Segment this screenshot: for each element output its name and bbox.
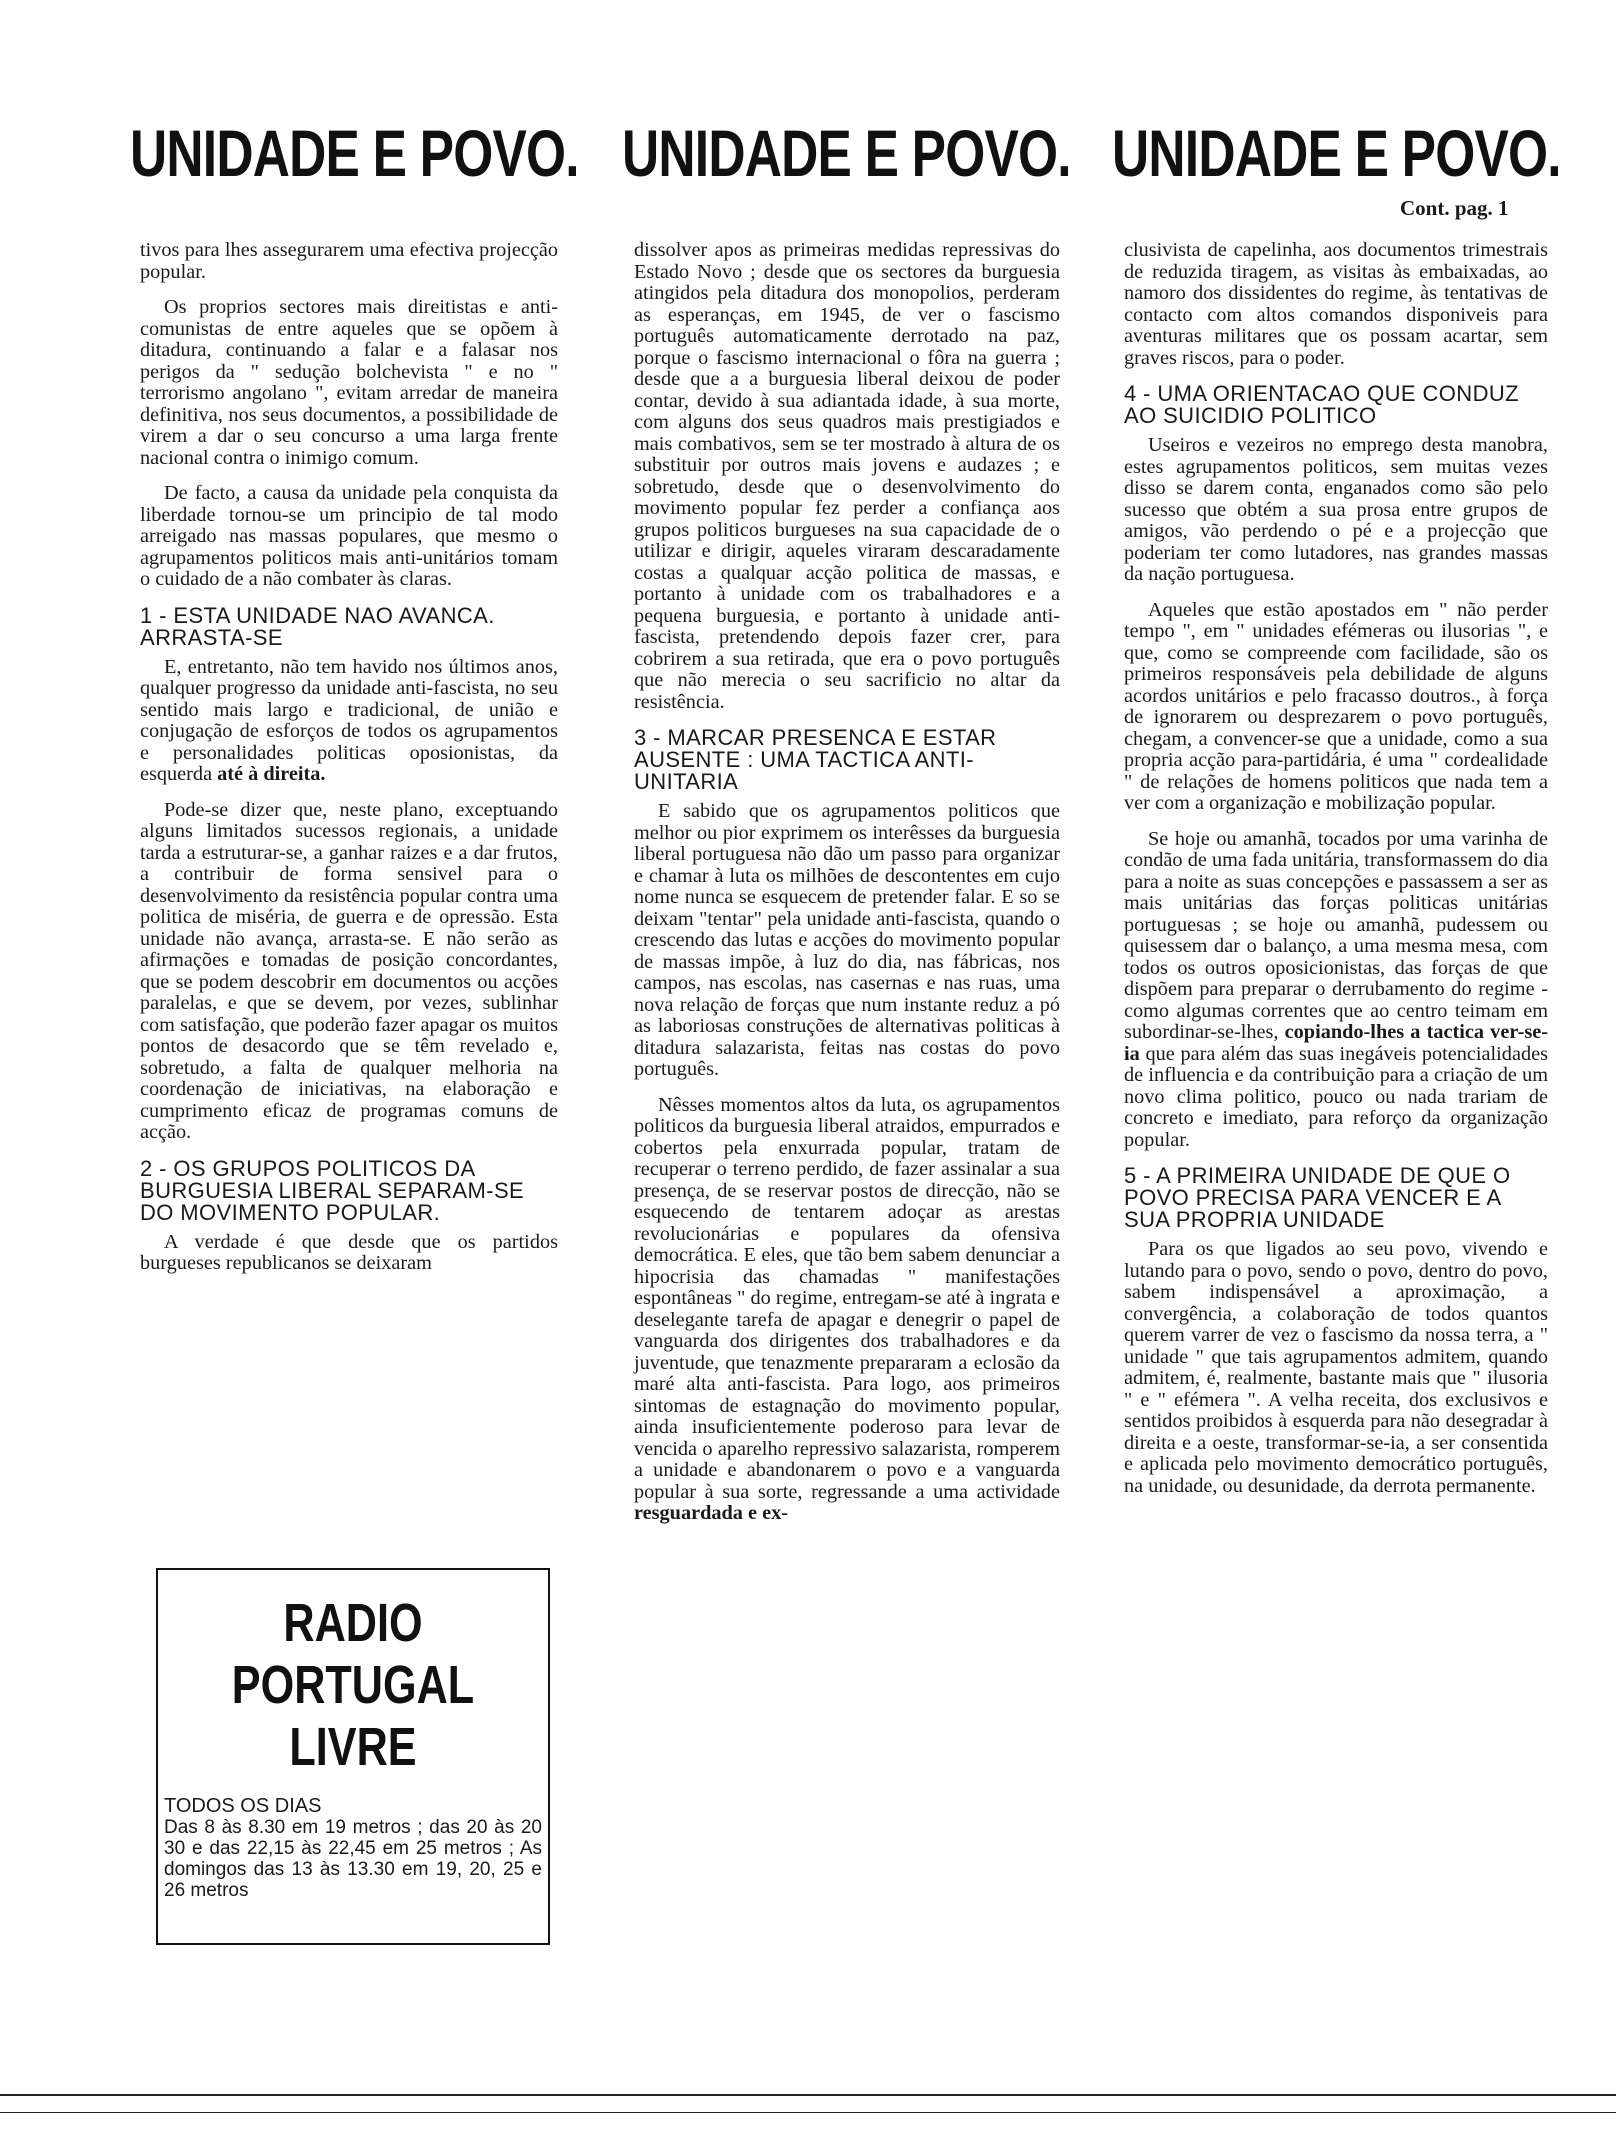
section-heading-5: 5 - A PRIMEIRA UNIDADE DE QUE O POVO PRECISA PARA VENCER E A SUA PROPRIA UNIDADE xyxy=(1124,1163,1511,1232)
paragraph: De facto, a causa da unidade pela conquista da liberdade tornou-se um principio de tal modo arreigado nas massas populares, que mesmo o agrupamentos politicos mais anti-unitários tomam o cuidado de a não combater às claras. xyxy=(140,482,558,590)
footer-rule xyxy=(0,2094,1616,2096)
continued-page-note: Cont. pag. 1 xyxy=(1400,196,1509,220)
paragraph xyxy=(634,1095,1060,1525)
ad-schedule: Das 8 às 8.30 em 19 metros ; das 20 às 20 30 e das 22,15 às 22,45 em 25 metros ; As domingos das 13 às 13.30 em 19, 20, 25 e 26 metros xyxy=(164,1817,542,1901)
paragraph: Useiros e vezeiros no emprego desta manobra, estes agrupamentos politicos, sem muitas vezes disso se darem conta, enganados como são pelo sucesso que obtém a sua prosa entre grupos de amigos, vão perdendo o pé e a projecção que poderiam ter como lutadores, nas grandes massas da nação portuguesa. xyxy=(1124,434,1548,585)
section-heading-1: 1 - ESTA UNIDADE NAO AVANCA. ARRASTA-SE xyxy=(140,602,495,650)
masthead-title-right: UNIDADE E POVO. xyxy=(1112,116,1561,190)
paragraph: Pode-se dizer que, neste plano, exceptuando alguns limitados sucessos regionais, a unidade tarda a estruturar-se, a ganhar raizes e a dar frutos, a contribuir de forma sensivel para o desenvolvimento da resistência popular contra uma politica de miséria, de guerra e de opressão. Esta unidade não avança, arrasta-se. E não serão as afirmações e tomadas de posição concordantes, que se podem descobrir em documentos ou acções paralelas, e que se devem, por vezes, sublinhar com satisfação, que poderão fazer apagar os muitos pontos de desacordo que se têm revelado e, sobretudo, a falta de qualquer melhoria na coordenação de iniciativas, na elaboração e cumprimento eficaz de programas comuns de acção. xyxy=(140,798,558,1143)
paragraph-text: E, entretanto, não tem havido nos últimos anos, qualquer progresso da unidade anti-fascista, no seu sentido mais largo e tradicional, de união e conjugação de esforços de todos os agrupamentos e personalidades politicas oposionistas, da esquerda xyxy=(140,655,558,785)
paragraph-text: que para além das suas inegáveis potencialidades de influencia e da contribuição para a criação de um novo clima politico, pouco ou nada trariam de concreto e imediato, para reforço da organização popular. xyxy=(1124,1042,1548,1151)
section-heading-3: 3 - MARCAR PRESENCA E ESTAR AUSENTE : UMA TACTICA ANTI-UNITARIA xyxy=(634,725,997,794)
ad-title-line: LIVRE xyxy=(289,1717,417,1777)
masthead-title-left: UNIDADE E POVO. xyxy=(130,116,579,190)
footer-rule-thin xyxy=(0,2112,1616,2113)
article-column-3 xyxy=(1124,240,1548,1511)
section-heading-2: 2 - OS GRUPOS POLITICOS DA BURGUESIA LIBERAL SEPARAM-SE DO MOVIMENTO POPULAR. xyxy=(140,1155,525,1225)
paragraph-text: Nêsses momentos altos da luta, os agrupamentos politicos da burguesia liberal atraidos, empurrados e cobertos pela enxurrada popular, tratam de recuperar o terreno perdido, de fazer assinalar a sua presença, de se reservar postos de direcção, não se esquecendo de tentarem adoçar as arestas revolucionárias e populares da ofensiva democrática. E eles, que tão bem sabem denunciar a hipocrisia das chamadas " manifestações espontâneas " do regime, entregam-se até à ingrata e deselegante tarefa de apagar e denegrir o papel de vanguarda dos dirigentes dos trabalhadores e da juventude, que tenazmente prepararam a eclosão da maré alta anti-fascista. Para logo, aos primeiros sintomas de estagnação do movimento popular, ainda insuficientemente poderoso para levar de vencida o aparelho repressivo salazarista, romperem a unidade e abandonarem o povo e a vanguarda popular à sua sorte, regressande a uma actividade xyxy=(634,1093,1060,1503)
ad-subtitle: TODOS OS DIAS xyxy=(164,1795,322,1817)
radio-portugal-livre-ad xyxy=(156,1568,550,1945)
section-heading-4: 4 - UMA ORIENTACAO QUE CONDUZ AO SUICIDIO POLITICO xyxy=(1124,381,1519,428)
paragraph: A verdade é que desde que os partidos burgueses republicanos se deixaram xyxy=(140,1230,558,1274)
paragraph: tivos para lhes assegurarem uma efectiva projecção popular. xyxy=(140,239,558,283)
paragraph: Para os que ligados ao seu povo, vivendo e lutando para o povo, sendo o povo, dentro do povo, sabem indispensável a aproximação, a convergência, a colaboração de todos quantos querem varrer de vez o fascismo da nossa terra, a " unidade " que tais agrupamentos admitem, quando admitem, é, realmente, bastante mais que " ilusoria " e " efémera ". A velha receita, dos exclusivos e sentidos proibidos à esquerda para não desegradar à direita e a oeste, transformar-se-ia, a ser consentida e aplicada pelo movimento democrático português, na unidade, ou desunidade, da derrota permanente. xyxy=(1124,1238,1548,1497)
emphasis-text: copiando-lhes a tactica ver-se-ia xyxy=(1124,1021,1548,1065)
article-column-1 xyxy=(140,240,558,1289)
paragraph: Aqueles que estão apostados em " não perder tempo ", em " unidades efémeras ou ilusorias ", e que, como se compreende com facilidade, são os primeiros responsáveis pela debilidade de alguns acordos unitários e pelo fracasso doutros., à força de ignorarem ou desprezarem o povo português, chegam, a convencer-se que a unidade, como a sua propria acção para-partidária, é uma " cordealidade " de relações de homens politicos que nada tem a ver com a organização e mobilização popular. xyxy=(1124,598,1548,814)
paragraph xyxy=(1124,829,1548,1152)
paragraph: clusivista de capelinha, aos documentos trimestrais de reduzida tiragem, as visitas às embaixadas, ao namoro dos dissidentes do regime, às tentativas de contacto com altos comandos disponiveis para aventuras militares que os possam acartar, sem graves riscos, para o poder. xyxy=(1124,239,1548,369)
masthead-title-center: UNIDADE E POVO. xyxy=(622,116,1071,190)
paragraph: dissolver apos as primeiras medidas repressivas do Estado Novo ; desde que os sectores da burguesia atingidos pela ditadura dos monopolios, perderam as esperanças, em 1945, de ver o fascismo português automaticamente derrotado na paz, porque o fascismo internacional o fôra na guerra ; desde que a a burguesia liberal deixou de poder contar, devido à sua adiantada idade, à sua morte, com alguns dos seus quadros mais prestigiados e mais combativos, sem se ter mostrado à altura de os substituir por outros mais jovens e audazes ; e sobretudo, desde que o desenvolvimento do movimento popular fez perder a confiança aos grupos politicos burgueses na sua capacidade de o utilizar e dirigir, aqueles viraram descaradamente costas a qualquar acção politica de massas, e portanto à unidade com os trabalhadores e a pequena burguesia, e portanto à unidade anti-fascista, pretendendo depois fazer crer, para cobrirem a sua retirada, que era o povo português que não merecia o seu sacrificio no altar da resistência. xyxy=(634,239,1060,713)
paragraph xyxy=(140,657,558,786)
emphasis-text: resguardada e ex- xyxy=(634,1502,788,1524)
emphasis-text: até à direita. xyxy=(217,763,326,785)
ad-title-line: PORTUGAL xyxy=(231,1655,475,1715)
ad-title-line: RADIO xyxy=(283,1593,423,1653)
paragraph: E sabido que os agrupamentos politicos que melhor ou pior exprimem os interêsses da burguesia liberal portuguesa não dão um passo para organizar e chamar à luta os milhões de descontentes em cujo nome nunca se esquecem de pretender falar. E so se deixam "tentar" pela unidade anti-fascista, quando o crescendo das lutas e acções do movimento popular de massas impõe, à luz do dia, nas fábricas, nos campos, nas escolas, nas casernas e nas ruas, uma nova relação de forças que num instante reduz a pó as laboriosas construções de alternativas politicas à ditadura salazarista, feitas nas costas do povo português. xyxy=(634,800,1060,1080)
article-column-2 xyxy=(634,240,1060,1539)
paragraph: Os proprios sectores mais direitistas e anti-comunistas de entre aqueles que se opõem à ditadura, continuando a falar e a falasar nos perigos da " sedução bolchevista " e no " terrorismo angolano ", evitam arredar de maneira definitiva, nos seus documentos, a possibilidade de virem a dar o seu concurso a uma larga frente nacional contra o inimigo comum. xyxy=(140,296,558,469)
paragraph-text: Se hoje ou amanhã, tocados por uma varinha de condão de uma fada unitária, transformassem do dia para a noite as suas concepções e passassem a ser as mais unitárias das forças politicas unitárias portuguesas ; se hoje ou amanhã, pudessem ou quisessem dar o balanço, a uma mesma mesa, com todos os outros oposicionistas, das forças de que dispõem para preparar o derrubamento do regime - como algumas correntes que ao centro teimam em subordinar-se-lhes, xyxy=(1124,827,1548,1043)
ad-title xyxy=(158,1592,548,1778)
